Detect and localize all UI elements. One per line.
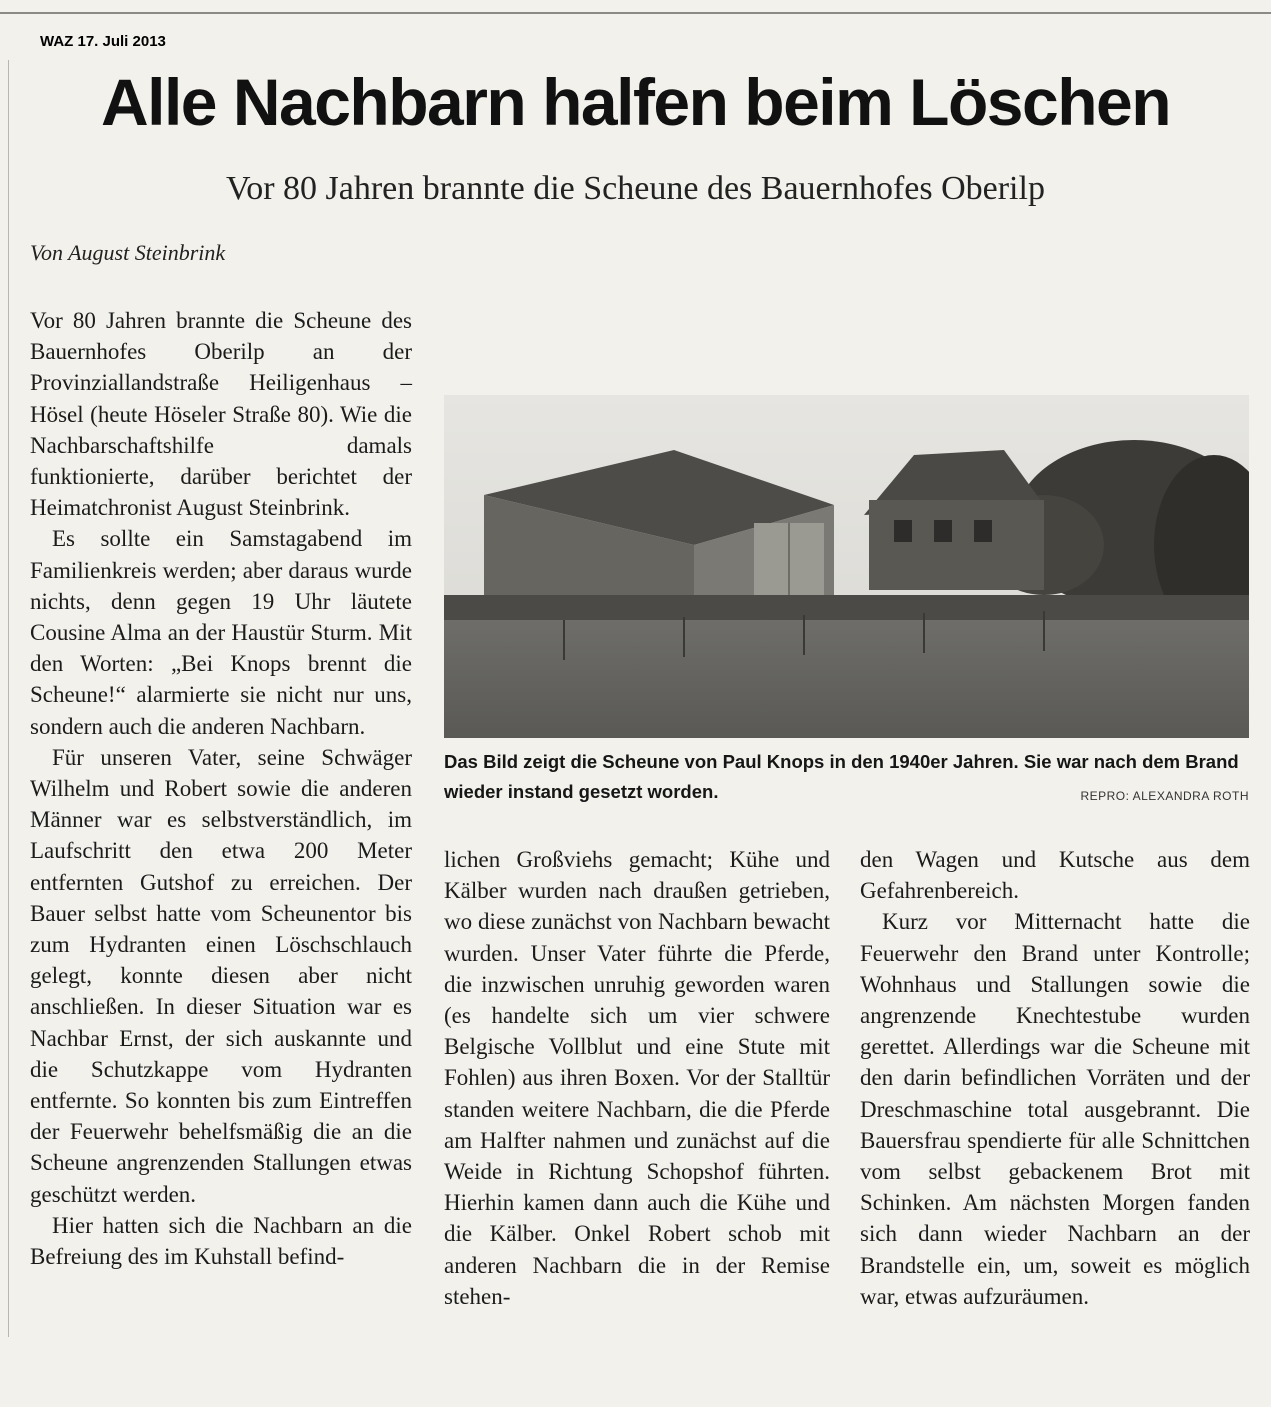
paragraph: Es sollte ein Samstagabend im Familienkreis werden; aber daraus wurde nichts, denn gegen 19 Uhr läutete Cousine Alma an der Haustür Sturm. Mit den Worten: „Bei Knops brennt die Scheune!“ alarmierte sie nicht nur uns, sondern auch die anderen Nachbarn. [30,526,412,739]
headline: Alle Nachbarn halfen beim Löschen [100,65,1171,139]
source-label: WAZ 17. Juli 2013 [40,33,166,50]
article-column-3 [860,844,1250,1312]
paragraph: Kurz vor Mitternacht hatte die Feuerwehr den Brand unter Kontrolle; Wohnhaus und Stallungen sowie die angrenzende Knechtestube wurden gerettet. Allerdings war die Scheune mit den darin befindlichen Vorräten und der Dreschmaschine total ausgebrannt. Die Bauersfrau spendierte für alle Schnittchen vom selbst gebackenem Brot mit Schinken. Am nächsten Morgen fanden sich dann wieder Nachbarn an der Brandstelle ein, um, soweit es möglich war, etwas aufzuräumen. [860,909,1250,1309]
paragraph: Hier hatten sich die Nachbarn an die Befreiung des im Kuhstall befind- [30,1212,412,1270]
top-rule [0,12,1271,14]
paragraph: lichen Großviehs gemacht; Kühe und Kälber wurden nach draußen getrieben, wo diese zunächst von Nachbarn bewacht wurden. Unser Vater führte die Pferde, die inzwischen unruhig geworden waren (es handelte sich um vier schwere Belgische Vollblut und eine Stute mit Fohlen) aus ihren Boxen. Vor der Stalltür standen weitere Nachbarn, die die Pferde am Halfter nahmen und zunächst auf die Weide in Richtung Schopshof führten. Hierhin kamen dann auch die Kühe und die Kälber. Onkel Robert schob mit anderen Nachbarn die in der Remise stehen- [444,847,830,1309]
left-margin-rule [8,60,9,1337]
paragraph: Für unseren Vater, seine Schwäger Wilhelm und Robert sowie die anderen Männer war es selbstverständlich, im Laufschritt den etwa 200 Meter entfernten Gutshof zu erreichen. Der Bauer selbst hatte vom Scheunentor bis zum Hydranten einen Löschschlauch gelegt, konnte diesen aber nicht anschließen. In dieser Situation war es Nachbar Ernst, der sich auskannte und die Schutzkappe vom Hydranten entfernte. So konnten bis zum Eintreffen der Feuerwehr behelfsmäßig die an die Scheune angrenzenden Stallungen etwas geschützt werden. [30,744,412,1207]
article-column-1 [30,305,412,1272]
photo-credit: REPRO: ALEXANDRA ROTH [1080,789,1249,803]
barn-photo [444,395,1249,738]
article-column-2 [444,844,830,1312]
photo-caption: Das Bild zeigt die Scheune von Paul Knops in den 1940er Jahren. Sie war nach dem Brand wieder instand gesetzt worden. [444,751,1239,802]
paragraph: Vor 80 Jahren brannte die Scheune des Bauernhofes Oberilp an der Provinziallandstraße Heiligenhaus – Hösel (heute Höseler Straße 80). Wie die Nachbarschaftshilfe damals funktionierte, darüber berichtet der Heimatchronist August Steinbrink. [30,308,412,521]
byline: Von August Steinbrink [30,240,226,265]
paragraph: den Wagen und Kutsche aus dem Gefahrenbereich. [860,847,1250,904]
subheadline: Vor 80 Jahren brannte die Scheune des Bauernhofes Oberilp [226,170,1045,207]
